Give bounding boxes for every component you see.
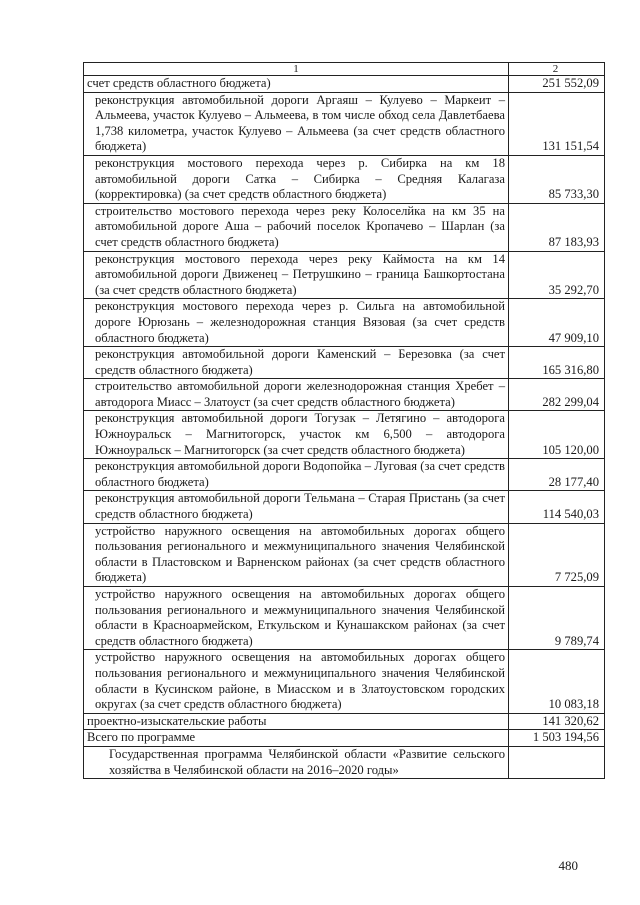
- row-description-text: реконструкция автомобильной дороги Тогузак – Летягино – автодорога Южноуральск – Магнитогорск, участок км 6,500 – автодорога Южноуральск – Магнитогорск (за счет средств областного бюджета): [95, 411, 505, 457]
- row-description-text: строительство автомобильной дороги железнодорожная станция Хребет – автодорога Миасс – Златоуст (за счет средств областного бюджета): [95, 379, 505, 409]
- total-label: Всего по программе: [84, 730, 509, 747]
- column-header-1: 1: [84, 63, 509, 76]
- row-amount: 10 083,18: [509, 650, 605, 713]
- table-row: [84, 587, 605, 650]
- budget-table-body: [84, 63, 605, 779]
- page-number: 480: [558, 858, 578, 873]
- section-title-text: Государственная программа Челябинской области «Развитие сельского хозяйства в Челябинской области на 2016–2020 годы»: [109, 746, 505, 777]
- row-amount: 165 316,80: [509, 347, 605, 379]
- row-description-text: реконструкция мостового перехода через р. Сильга на автомобильной дороге Юрюзань – железнодорожная станция Вязовая (за счет средств областного бюджета): [95, 299, 505, 345]
- row-description: [84, 76, 509, 93]
- row-description: [84, 155, 509, 203]
- row-amount: 105 120,00: [509, 411, 605, 459]
- row-description: [84, 379, 509, 411]
- row-description: [84, 491, 509, 523]
- table-row: [84, 491, 605, 523]
- row-description-text: устройство наружного освещения на автомобильных дорогах общего пользования регионального и межмуниципального значения Челябинской области в Красноармейском, Еткульском и Кунашакском районах (за счет средств областного бюджета): [95, 587, 505, 648]
- column-header-2: 2: [509, 63, 605, 76]
- row-description-text: реконструкция мостового перехода через р. Сибирка на км 18 автомобильной дороги Сатка – Сибирка – Средняя Калагаза (корректировка) (за счет средств областного бюджета): [95, 155, 505, 202]
- row-description-text: реконструкция мостового перехода через реку Каймоста на км 14 автомобильной дороги Движенец – Петрушкино – граница Башкортостана (за счет средств областного бюджета): [95, 251, 505, 297]
- section-title-row: [84, 746, 605, 778]
- table-row: [84, 459, 605, 491]
- row-description: [84, 251, 509, 299]
- table-row: [84, 650, 605, 713]
- total-amount: 1 503 194,56: [509, 730, 605, 747]
- table-row: [84, 155, 605, 203]
- row-description: [84, 92, 509, 155]
- row-amount: 35 292,70: [509, 251, 605, 299]
- row-amount: 28 177,40: [509, 459, 605, 491]
- row-description: [84, 587, 509, 650]
- row-description-text: счет средств областного бюджета): [87, 76, 271, 90]
- row-description: [84, 347, 509, 379]
- row-description-text: строительство мостового перехода через реку Колоселйка на км 35 на автомобильной дороге Аша – рабочий поселок Кропачево – Шарлан (за счет средств областного бюджета): [95, 203, 505, 249]
- row-description: [84, 650, 509, 713]
- total-row: [84, 730, 605, 747]
- row-description-text: реконструкция автомобильной дороги Каменский – Березовка (за счет средств областного бюджета): [95, 347, 505, 377]
- table-row: [84, 347, 605, 379]
- row-amount: 282 299,04: [509, 379, 605, 411]
- row-amount: 47 909,10: [509, 299, 605, 347]
- table-row: [84, 203, 605, 251]
- row-description-text: реконструкция автомобильной дороги Аргаяш – Кулуево – Маркеит – Альмеева, участок Кулуево – Альмеева, в том числе обход села Давлетбаева 1,738 километра, участок Кулуево – Альмеева (за счет средств областного бюджета): [95, 92, 505, 154]
- table-row: [84, 76, 605, 93]
- table-row: [84, 92, 605, 155]
- row-description-text: реконструкция автомобильной дороги Водопойка – Луговая (за счет средств областного бюджета): [95, 459, 505, 489]
- table-row: [84, 379, 605, 411]
- budget-table: [83, 62, 605, 779]
- row-description-text: проектно-изыскательские работы: [87, 713, 267, 728]
- table-row: [84, 523, 605, 586]
- table-header-row: [84, 63, 605, 76]
- section-title: [84, 746, 509, 778]
- row-description: [84, 523, 509, 586]
- row-amount: 131 151,54: [509, 92, 605, 155]
- row-description-text: устройство наружного освещения на автомобильных дорогах общего пользования регионального и межмуниципального значения Челябинской области в Пластовском и Варненском районах (за счет средств областного бюджета): [95, 523, 505, 585]
- row-amount: 87 183,93: [509, 203, 605, 251]
- table-row: [84, 251, 605, 299]
- row-description: [84, 459, 509, 491]
- table-row: [84, 713, 605, 730]
- row-description-text: реконструкция автомобильной дороги Тельмана – Старая Пристань (за счет средств областного бюджета): [95, 491, 505, 522]
- table-row: [84, 299, 605, 347]
- row-amount: 141 320,62: [509, 713, 605, 730]
- row-amount: 114 540,03: [509, 491, 605, 523]
- row-description: [84, 411, 509, 459]
- row-amount: 251 552,09: [509, 76, 605, 93]
- table-row: [84, 411, 605, 459]
- row-amount: 7 725,09: [509, 523, 605, 586]
- row-description: [84, 713, 509, 730]
- row-amount: 9 789,74: [509, 587, 605, 650]
- section-title-amount-cell: [509, 746, 605, 778]
- row-amount: 85 733,30: [509, 155, 605, 203]
- row-description: [84, 299, 509, 347]
- row-description: [84, 203, 509, 251]
- row-description-text: устройство наружного освещения на автомобильных дорогах общего пользования регионального и межмуниципального значения Челябинской области в Кусинском районе, в Миасском и в Златоустовском городских округах (за счет средств областного бюджета): [95, 650, 505, 712]
